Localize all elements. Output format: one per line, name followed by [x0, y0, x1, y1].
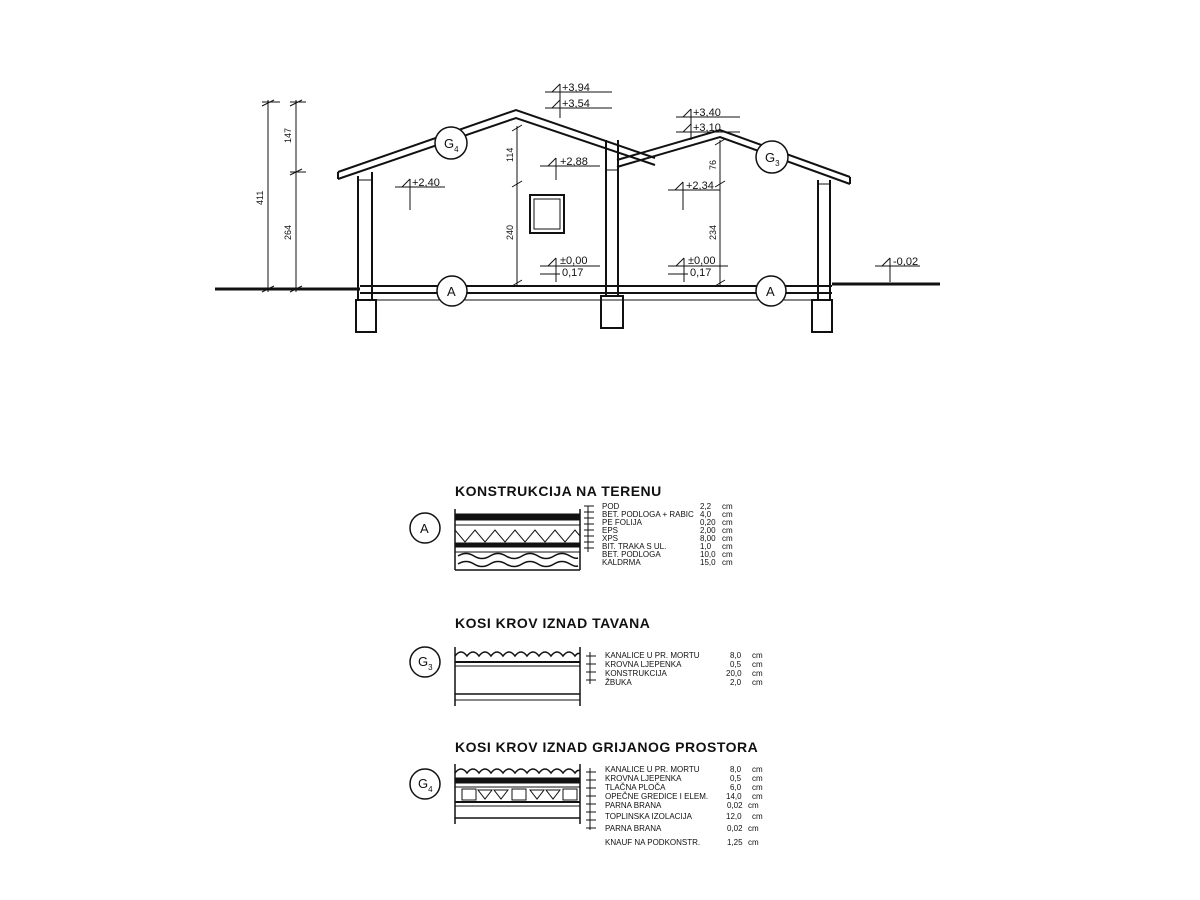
legend-g3-layer-value: 20,0	[726, 669, 742, 678]
legend-a-layer-value: 2,2	[700, 502, 712, 511]
legend-g4-layer-value: 0,02	[727, 801, 743, 810]
level-ceiling-slope: +2,88	[560, 156, 588, 168]
legend-a-section-graphic	[455, 506, 594, 570]
level-ridge2-top: +3,40	[693, 107, 721, 119]
legend-a-layer-name: BET. PODLOGA	[602, 550, 661, 559]
legend-a-layer-value: 0,20	[700, 518, 716, 527]
legend-g3-layer-name: KANALICE U PR. MORTU	[605, 651, 700, 660]
legend-g4	[410, 739, 763, 847]
legend-g4-layer-unit: cm	[752, 792, 763, 801]
legend-g3-layer-unit: cm	[752, 660, 763, 669]
legend-g3-layer-list	[605, 651, 763, 687]
legend-g3-layer-unit: cm	[752, 678, 763, 687]
level-floor-left-bottom: 0,17	[562, 267, 584, 279]
legend-g4-layer-unit: cm	[752, 765, 763, 774]
legend-g4-layer-value: 6,0	[730, 783, 742, 792]
level-ground-right: -0,02	[893, 256, 919, 268]
legend-g4-title: KOSI KROV IZNAD GRIJANOG PROSTORA	[455, 739, 759, 755]
legend-a-layer-value: 2,00	[700, 526, 716, 535]
legend-g4-layer-unit: cm	[748, 838, 759, 847]
level-marks	[395, 84, 920, 282]
legend-a-title: KONSTRUKCIJA NA TERENU	[455, 483, 662, 499]
foundation-right	[812, 300, 832, 332]
legend-g4-section-graphic	[455, 764, 596, 830]
legend-g4-marker-label: $G_4$	[418, 776, 433, 794]
legend-g4-layer-value: 0,02	[727, 824, 743, 833]
legend-g4-layer-unit: cm	[752, 774, 763, 783]
wall-left	[358, 172, 372, 300]
column-middle	[606, 140, 618, 296]
legend-g3-layer-unit: cm	[752, 669, 763, 678]
legend-g4-layer-unit: cm	[752, 812, 763, 821]
legend-g3-layer-value: 0,5	[730, 660, 742, 669]
legend-a-layer-name: BET. PODLOGA + RABIC	[602, 510, 694, 519]
legend-a-layer-name: PE FOLIJA	[602, 518, 643, 527]
legend-g3-title: KOSI KROV IZNAD TAVANA	[455, 615, 651, 631]
legend-g4-layer-unit: cm	[752, 783, 763, 792]
foundation-middle	[601, 296, 623, 328]
roof-left	[338, 110, 655, 179]
legend-a-layer-unit: cm	[722, 542, 733, 551]
level-eave-right: +2,34	[686, 180, 714, 192]
legend-a-layer-value: 8,00	[700, 534, 716, 543]
legend-a-layer-name: POD	[602, 502, 620, 511]
legend-g3-layer-unit: cm	[752, 651, 763, 660]
legend-a-layer-value: 4,0	[700, 510, 712, 519]
legend-g4-layer-list	[605, 765, 763, 847]
legend-g3-layer-value: 2,0	[730, 678, 742, 687]
legend-g3-section-graphic	[455, 647, 596, 706]
legend-g4-layer-name: KROVNA LJEPENKA	[605, 774, 682, 783]
legend-g4-layer-name: KNAUF NA PODKONSTR.	[605, 838, 701, 847]
legend-a-layer-unit: cm	[722, 502, 733, 511]
legend-g4-layer-unit: cm	[748, 801, 759, 810]
legend-g4-layer-name: KANALICE U PR. MORTU	[605, 765, 700, 774]
legend-g4-layer-unit: cm	[748, 824, 759, 833]
legend-a-layer-name: BIT. TRAKA S UL.	[602, 542, 667, 551]
legend-a-layer-name: EPS	[602, 526, 619, 535]
dim-total-height: 411	[255, 190, 265, 205]
legend-a-layer-name: XPS	[602, 534, 619, 543]
legend-g3-layer-name: ŽBUKA	[605, 678, 632, 687]
foundation-left	[356, 300, 376, 332]
dim-attic-left: 114	[505, 147, 515, 162]
legend-a	[410, 483, 733, 570]
dim-upper-segment: 147	[283, 127, 293, 143]
legend-a-marker-label: A	[420, 521, 429, 536]
marker-g3-label: $G_3$	[765, 150, 780, 168]
wall-right	[818, 180, 830, 300]
legend-a-layer-name: KALDRMA	[602, 558, 641, 567]
roof-right	[617, 130, 850, 184]
dim-room-left: 240	[505, 224, 515, 240]
building-section	[215, 84, 940, 332]
legend-g4-layer-value: 1,25	[727, 838, 743, 847]
level-floor-right-top: ±0,00	[688, 255, 716, 267]
legend-g3-layer-value: 8,0	[730, 651, 742, 660]
level-floor-right-bottom: 0,17	[690, 267, 712, 279]
legend-g4-layer-name: TOPLINSKA IZOLACIJA	[605, 812, 692, 821]
legend-a-layer-unit: cm	[722, 518, 733, 527]
legend-a-layer-unit: cm	[722, 558, 733, 567]
legend-g4-layer-name: OPEČNE GREDICE I ELEM.	[605, 792, 709, 801]
dim-lower-segment: 264	[283, 224, 293, 240]
legend-a-layer-value: 10,0	[700, 550, 716, 559]
legend-a-layer-value: 1,0	[700, 542, 712, 551]
legend-g4-layer-value: 0,5	[730, 774, 742, 783]
legend-a-layer-value: 15,0	[700, 558, 716, 567]
legend-g3	[410, 615, 763, 706]
dim-attic-right: 76	[708, 159, 718, 170]
level-ridge-top: +3,94	[562, 82, 590, 94]
level-ridge2-bottom: +3,10	[693, 122, 721, 134]
dim-room-right: 234	[708, 224, 718, 240]
legend-a-layer-list	[602, 502, 733, 567]
legend-g3-layer-name: KONSTRUKCIJA	[605, 669, 667, 678]
legend-g4-layer-name: PARNA BRANA	[605, 801, 662, 810]
legend-a-layer-unit: cm	[722, 550, 733, 559]
legend-g4-layer-name: TLAČNA PLOČA	[605, 783, 666, 792]
legend-g4-layer-value: 8,0	[730, 765, 742, 774]
legend-a-layer-unit: cm	[722, 526, 733, 535]
legend-a-layer-unit: cm	[722, 510, 733, 519]
level-ridge-bottom: +3,54	[562, 98, 590, 110]
legend-a-layer-unit: cm	[722, 534, 733, 543]
legend-g4-layer-name: PARNA BRANA	[605, 824, 662, 833]
window	[530, 195, 564, 233]
marker-g4-label: $G_4$	[444, 136, 459, 154]
legend-g4-layer-value: 12,0	[726, 812, 742, 821]
level-eave-left: +2,40	[412, 177, 440, 189]
level-floor-left-top: ±0,00	[560, 255, 588, 267]
marker-a-right-label: A	[766, 284, 775, 299]
legend-g4-layer-value: 14,0	[726, 792, 742, 801]
marker-a-left-label: A	[447, 284, 456, 299]
legend-g3-layer-name: KROVNA LJEPENKA	[605, 660, 682, 669]
legend-g3-marker-label: $G_3$	[418, 654, 433, 672]
